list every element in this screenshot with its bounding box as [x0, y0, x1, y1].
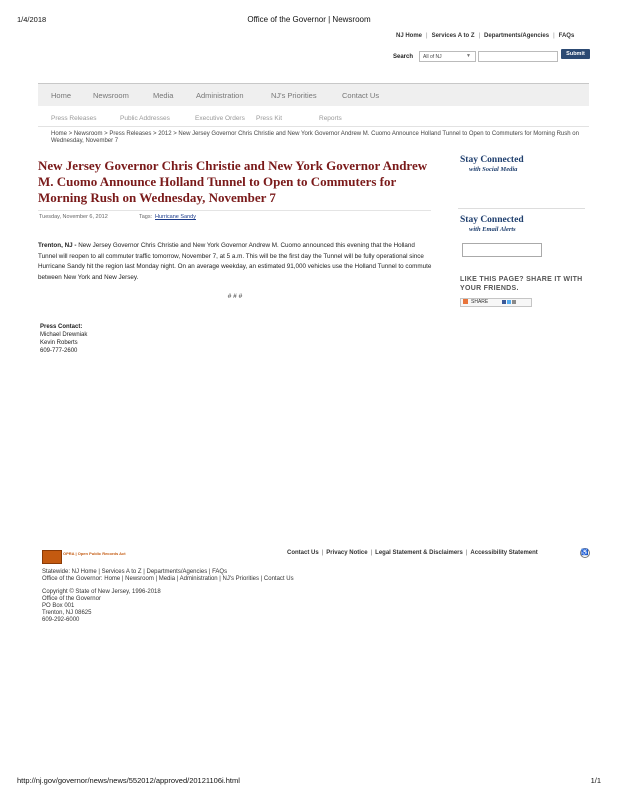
util-services[interactable]: Services A to Z [431, 33, 475, 39]
nav-priorities[interactable]: NJ's Priorities [271, 91, 317, 100]
print-page-number: 1/1 [590, 776, 601, 785]
footer-statewide: Statewide: NJ Home | Services A to Z | Departments/Agencies | FAQs [42, 569, 228, 575]
article-date: Tuesday, November 6, 2012 [39, 214, 108, 220]
nav-administration[interactable]: Administration [196, 91, 244, 100]
submit-button[interactable]: Submit [561, 49, 590, 59]
press-contact-name: Michael Drewniak [40, 332, 88, 338]
breadcrumb: Home > Newsroom > Press Releases > 2012 > New Jersey Governor Chris Christie and New York Governor Andrew M. Cuomo Announce Holland Tunnel to Open to Commuters for Morning Rush on Wednesday, November 7 [51, 131, 579, 144]
tags-label: Tags: [139, 214, 153, 220]
email-subtitle[interactable]: with Email Alerts [469, 226, 516, 233]
print-title: Office of the Governor | Newsroom [247, 15, 371, 24]
address-line: Trenton, NJ 08625 [42, 610, 92, 616]
accessibility-icon[interactable]: ♿ [581, 550, 589, 556]
share-button[interactable] [460, 298, 532, 307]
footer-office: Office of the Governor: Home | Newsroom | Media | Administration | NJ's Priorities | Contact Us [42, 576, 294, 582]
meta-divider [38, 210, 431, 211]
share-label: SHARE [471, 299, 489, 305]
opra-logo-mark [42, 550, 62, 564]
share-prompt: LIKE THIS PAGE? SHARE IT WITH YOUR FRIENDS. [460, 276, 583, 292]
subnav-press-kit[interactable]: Press Kit [256, 115, 283, 122]
share-icon [463, 299, 468, 304]
search-scope-select[interactable] [419, 51, 476, 62]
subnav-public-addresses[interactable]: Public Addresses [120, 115, 170, 122]
search-scope-value: All of NJ [423, 54, 442, 60]
press-contact-phone: 609-777-2600 [40, 348, 78, 354]
nav-media[interactable]: Media [153, 91, 174, 100]
sidebar-divider [458, 208, 585, 209]
press-contact-label: Press Contact: [40, 324, 83, 330]
footer-privacy[interactable]: Privacy Notice [326, 550, 368, 556]
footer-legal[interactable]: Legal Statement & Disclaimers [375, 550, 463, 556]
footer-contact[interactable]: Contact Us [287, 550, 319, 556]
subnav-divider [38, 126, 589, 127]
article-body-text: New Jersey Governor Chris Christie and New York Governor Andrew M. Cuomo announced this evening that the Holland Tunnel will reopen to all commuter traffic tomorrow, November 7, at 5 a.m. This will be the first day the Tunnel will be fully operational since Hurricane Sandy hit the region last Monday night. On an average weekday, an estimated 91,000 vehicles use the Holland Tunnel to commute between New York and New Jersey. [38, 242, 432, 281]
util-departments[interactable]: Departments/Agencies [484, 33, 550, 39]
chevron-down-icon: ▼ [466, 53, 471, 59]
press-contact-name: Kevin Roberts [40, 340, 78, 346]
page-title: New Jersey Governor Chris Christie and New York Governor Andrew M. Cuomo Announce Holland Tunnel to Open to Commuters for Morning Rush on Wednesday, November 7 [38, 158, 428, 205]
util-faqs[interactable]: FAQs [558, 33, 575, 39]
email-icon [512, 300, 516, 304]
footer-links: Contact Us | Privacy Notice | Legal Statement & Disclaimers | Accessibility Statement [287, 550, 538, 556]
address-phone: 609-292-6000 [42, 617, 80, 623]
social-title: Stay Connected [460, 155, 524, 165]
nav-contact[interactable]: Contact Us [342, 91, 380, 100]
twitter-icon [507, 300, 511, 304]
subnav-press-releases[interactable]: Press Releases [51, 115, 97, 122]
copyright: Copyright © State of New Jersey, 1996-2018 [42, 589, 161, 595]
tag-link[interactable]: Hurricane Sandy [155, 214, 196, 220]
print-date: 1/4/2018 [17, 15, 47, 24]
utility-links: NJ Home | Services A to Z | Departments/Agencies | FAQs [396, 33, 575, 39]
opra-logo[interactable] [42, 550, 126, 564]
subnav-reports[interactable]: Reports [319, 115, 342, 122]
opra-logo-text: OPRA | Open Public Records Act [63, 551, 126, 556]
article-body [38, 241, 433, 283]
nav-newsroom[interactable]: Newsroom [93, 91, 129, 100]
dateline: Trenton, NJ - [38, 242, 77, 249]
nav-home[interactable]: Home [51, 91, 72, 100]
email-field[interactable] [462, 243, 542, 257]
social-subtitle[interactable]: with Social Media [469, 166, 518, 173]
print-url: http://nj.gov/governor/news/news/552012/approved/20121106i.html [17, 776, 240, 785]
address-line: Office of the Governor [42, 596, 101, 602]
email-title: Stay Connected [460, 215, 524, 225]
subnav-executive-orders[interactable]: Executive Orders [195, 115, 245, 122]
footer-accessibility[interactable]: Accessibility Statement [470, 550, 538, 556]
search-input[interactable] [478, 51, 558, 62]
search-label: Search [393, 54, 414, 60]
address-line: PO Box 001 [42, 603, 75, 609]
util-nj-home[interactable]: NJ Home [396, 33, 423, 39]
end-mark: # # # [227, 293, 243, 300]
facebook-icon [502, 300, 506, 304]
